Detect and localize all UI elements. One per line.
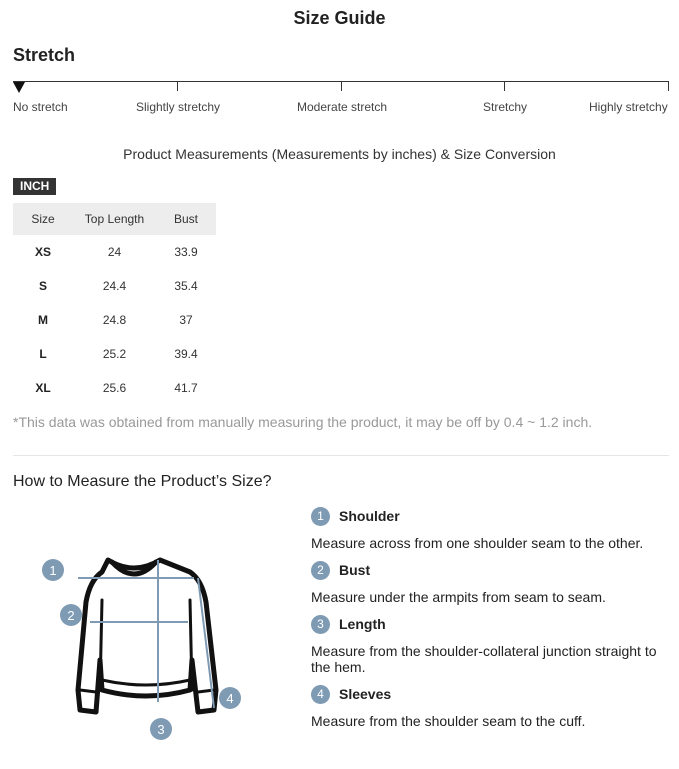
size-cell: XL (35, 381, 51, 395)
page-title: Size Guide (293, 8, 386, 28)
stretch-selected-marker-icon (13, 82, 25, 93)
svg-text:1: 1 (49, 563, 57, 578)
size-cell: M (38, 313, 48, 327)
svg-text:4: 4 (226, 691, 234, 706)
stretch-heading: Stretch (13, 45, 76, 65)
size-table (13, 203, 216, 405)
stretch-scale (13, 81, 669, 93)
stretch-label-highly-stretchy: Highly stretchy (589, 100, 668, 114)
stretch-tick (668, 81, 669, 91)
stretch-label-stretchy: Stretchy (483, 100, 528, 114)
step-title: Length (339, 616, 386, 632)
table-header-row (13, 203, 216, 235)
measure-marker (150, 718, 172, 740)
table-row (13, 303, 216, 337)
size-cell: L (39, 347, 47, 361)
bust-cell: 37 (179, 313, 193, 327)
top-length-cell: 24 (107, 245, 122, 259)
step-description: Measure under the armpits from seam to seam. (311, 589, 606, 605)
step-description: Measure from the shoulder-collateral junction straight to the hem. (311, 643, 657, 675)
stretch-tick (341, 81, 342, 91)
step-title: Bust (339, 562, 371, 578)
step-title: Shoulder (339, 508, 400, 524)
top-length-cell: 25.6 (102, 381, 127, 395)
unit-badge[interactable]: INCH (13, 178, 56, 195)
step-number-badge: 4 (311, 685, 330, 704)
svg-text:3: 3 (157, 722, 165, 737)
stretch-tick (504, 81, 505, 91)
stretch-label-slightly-stretchy: Slightly stretchy (136, 100, 221, 114)
bust-cell: 33.9 (174, 245, 198, 259)
step-description: Measure across from one shoulder seam to the other. (311, 535, 644, 551)
measure-step-length (311, 614, 671, 675)
how-to-measure-heading: How to Measure the Product’s Size? (13, 473, 272, 490)
stretch-tick (177, 81, 178, 91)
step-number-badge: 3 (311, 615, 330, 634)
measure-step-sleeves (311, 684, 671, 729)
table-row (13, 235, 216, 269)
top-length-cell: 24.4 (102, 279, 127, 293)
table-row (13, 337, 216, 371)
table-row (13, 371, 216, 405)
stretch-label-moderate-stretch: Moderate stretch (297, 100, 388, 114)
size-cell: XS (34, 245, 51, 259)
svg-text:2: 2 (67, 608, 75, 623)
stretch-label-no-stretch: No stretch (13, 100, 68, 114)
column-header-size: Size (13, 203, 73, 235)
step-title: Sleeves (339, 686, 392, 702)
measurement-disclaimer: *This data was obtained from manually measuring the product, it may be off by 0.4 ~ 1.2 inch. (13, 414, 593, 430)
column-header-bust: Bust (156, 203, 216, 235)
top-length-cell: 24.8 (102, 313, 127, 327)
bust-cell: 41.7 (174, 381, 198, 395)
measure-step-shoulder (311, 506, 671, 551)
measure-steps (311, 506, 671, 729)
bust-cell: 39.4 (174, 347, 198, 361)
top-length-cell: 25.2 (102, 347, 127, 361)
measure-marker (42, 559, 64, 581)
measurements-heading: Product Measurements (Measurements by inches) & Size Conversion (123, 146, 556, 162)
measure-marker (60, 604, 82, 626)
column-header-top-length: Top Length (73, 203, 156, 235)
section-divider (13, 455, 669, 456)
bust-cell: 35.4 (174, 279, 198, 293)
measure-marker (219, 687, 241, 709)
step-description: Measure from the shoulder seam to the cuff. (311, 713, 586, 729)
step-number-badge: 1 (311, 507, 330, 526)
step-number-badge: 2 (311, 561, 330, 580)
table-row (13, 269, 216, 303)
measure-step-bust (311, 560, 671, 605)
sweater-measure-icon (38, 540, 248, 745)
sweater-diagram (38, 540, 248, 745)
size-cell: S (38, 279, 47, 293)
